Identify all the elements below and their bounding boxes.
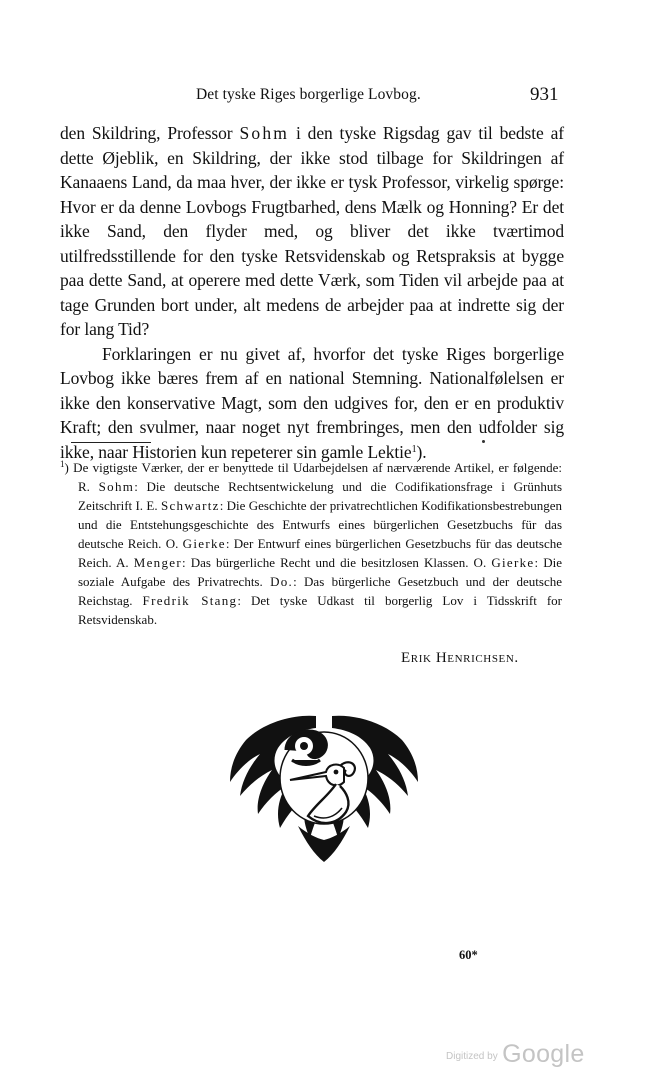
google-logo: Google: [502, 1040, 585, 1068]
footnote-marker: 1: [60, 459, 65, 469]
running-head: Det tyske Riges borgerlige Lovbog.: [196, 86, 421, 103]
crane-emblem-ornament: [224, 708, 424, 866]
cited-author: Schwartz: [160, 498, 220, 513]
print-speck: [482, 440, 485, 443]
page-number: 931: [530, 84, 559, 105]
digitized-watermark: Digitized by Google: [446, 1040, 585, 1068]
article-author: Erik Henrichsen.: [401, 650, 519, 666]
paragraph-2: Forklaringen er nu givet af, hvorfor det tyske Riges borgerlige Lovbog ikke bæres frem af en national Stemning. Nationalfølelsen er ikke den konservative Magt, som den udgives for, den er en produktiv Kraft; den svulmer, naar noget nyt frembringes, men den udfolder sig ikke, naar Historien kun repeterer sin gamle Lektie$^1$).: [60, 343, 564, 462]
footnote-reference: 1: [411, 443, 417, 455]
cited-author: Sohm: [98, 479, 135, 494]
footnote: $^1$) De vigtigste Værker, der er benyttede til Udarbejdelsen af nærværende Artikel, er følgende: R. Sohm: Die deutsche Rechtsentwickelung und die Codifikationsfrage i Grünhuts Zeitschrift I. E. Schwartz: Die Geschichte der privatrechtlichen Kodifikationsbestrebungen und die Entstehungsgeschichte des Entwurfs eines bürgerlichen Gesetzbuchs für das deutsche Reich. O. Gierke: Der Entwurf eines bürgerlichen Gesetzbuchs für das deutsche Reich. A. Menger: Das bürgerliche Recht und die besitzlosen Klassen. O. Gierke: Die soziale Aufgabe des Privatrechts. Do.: Das bürgerliche Gesetzbuch und der deutsche Reichstag. Fredrik Stang: Det tyske Udkast til borgerlig Lov i Tidsskrift for Retsvidenskab.: [60, 459, 563, 627]
cited-author: Gierke: [182, 536, 226, 551]
footnote-separator: [71, 442, 151, 443]
author-name-sohm: Sohm: [239, 123, 290, 143]
cited-author: Fredrik Stang: [142, 593, 238, 608]
printer-signature-mark: 60*: [459, 948, 478, 962]
tail-feather: [298, 826, 350, 862]
cited-author: Do.: [270, 574, 294, 589]
body-text: [60, 121, 564, 464]
cited-author: Gierke: [491, 555, 535, 570]
paragraph-1: den Skildring, Professor Sohm i den tyske Rigsdag gav til bedste af dette Øjeblik, en Skildring, der ikke stod tilbage for Skildringen af Kanaaens Land, da maa hver, der ikke er tysk Professor, virkelig spørge: Hvor er da denne Lovbogs Frugtbarhed, dens Mælk og Honning? Er det ikke Sand, den flyder med, og bliver det ikke tværtimod utilfredsstillende for den tyske Retsvidenskab og Retspraksis at bygge paa dette Sand, at operere med dette Værk, som Tiden vil arbejde paa at tage Grunden bort under, alt medens de arbejder paa at indrette sig der for lang Tid?: [60, 123, 564, 339]
cited-author: Menger: [133, 555, 182, 570]
